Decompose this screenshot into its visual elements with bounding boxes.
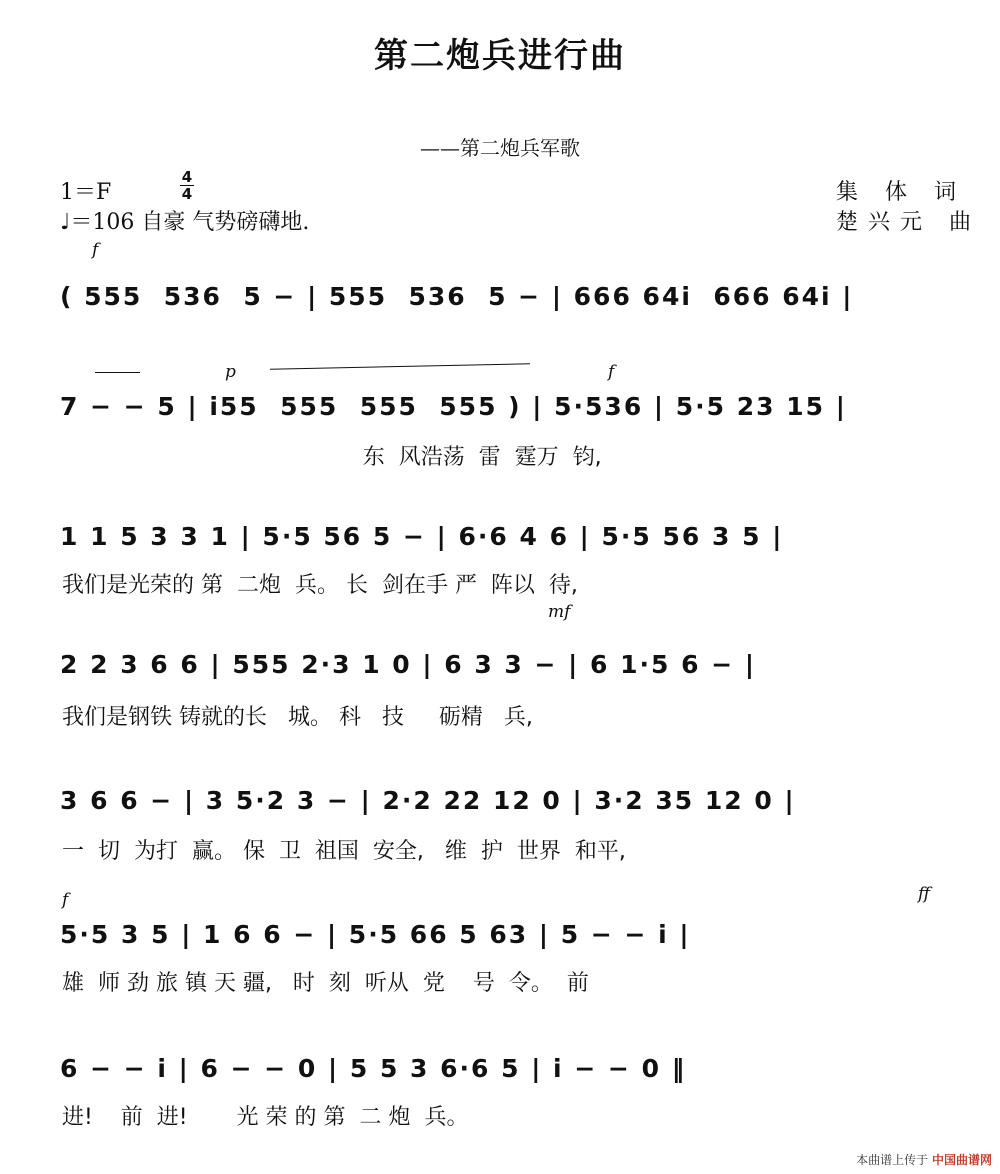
tempo-marking: ♩＝106 自豪 气势磅礴地. [60, 210, 310, 235]
decrescendo-hairpin [95, 372, 140, 373]
crescendo-hairpin [270, 363, 530, 369]
dynamic-marking: mf [548, 602, 571, 622]
lyric-line: 我们是光荣的 第 二炮 兵。 长 剑在手 严 阵以 待, [62, 573, 578, 598]
watermark-logo: 中国曲谱网 [931, 1153, 992, 1167]
notation-line-5 [60, 776, 970, 826]
notation-text: 5·5 3 5 | 1 6 6 − | 5·5 66 5 63 | 5 − − i | [60, 920, 691, 949]
notation-line-3 [60, 512, 970, 562]
notation-text: ( 555 536 5 − | 555 536 5 − | 666 64i 666 64i | [60, 282, 854, 311]
key-signature: 1＝F [60, 180, 112, 205]
lyric-line: 雄 师 劲 旅 镇 天 疆, 时 刻 听从 党 号 令。 前 [62, 971, 589, 996]
notation-text: 3 6 6 − | 3 5·2 3 − | 2·2 22 12 0 | 3·2 35 12 0 | [60, 786, 796, 815]
dynamic-marking: f [608, 362, 615, 382]
time-signature-top: 4 [181, 168, 193, 186]
lyric-line: 进! 前 进! 光 荣 的 第 二 炮 兵。 [62, 1105, 469, 1130]
notation-line-2 [60, 382, 970, 432]
notation-line-4 [60, 640, 970, 690]
lyric-line: 我们是钢铁 铸就的长 城。 科 技 砺精 兵, [62, 705, 533, 730]
composer-credit: 楚兴元 曲 [836, 210, 981, 235]
watermark [856, 1151, 992, 1168]
watermark-prefix: 本曲谱上传于 [856, 1153, 929, 1167]
lyricist-credit: 集 体 词 [836, 180, 966, 205]
dynamic-marking: f [92, 240, 99, 260]
notation-text: 2 2 3 6 6 | 555 2·3 1 0 | 6 3 3 − | 6 1·5 6 − | [60, 650, 756, 679]
lyric-line: 东 风浩荡 雷 霆万 钧, [62, 445, 602, 470]
lyric-line: 一 切 为打 赢。 保 卫 祖国 安全, 维 护 世界 和平, [62, 839, 626, 864]
time-signature-bottom: 4 [181, 185, 193, 203]
notation-text: 6 − − i | 6 − − 0 | 5 5 3 6·6 5 | i − − 0 ‖ [60, 1054, 687, 1083]
page-title: 第二炮兵进行曲 [374, 36, 626, 76]
notation-line-6 [60, 910, 970, 960]
notation-text: 7 − − 5 | i55 555 555 555 ) | 5·536 | 5·5 23 15 | [60, 392, 847, 421]
dynamic-marking: ff [918, 884, 931, 904]
subtitle: ——第二炮兵军歌 [420, 136, 580, 160]
notation-text: 1 1 5 3 3 1 | 5·5 56 5 − | 6·6 4 6 | 5·5 56 3 5 | [60, 522, 784, 551]
notation-line-1 [60, 272, 970, 322]
notation-line-7 [60, 1044, 970, 1094]
dynamic-marking: f [62, 890, 69, 910]
dynamic-marking: p [225, 362, 236, 382]
time-signature [180, 170, 194, 201]
